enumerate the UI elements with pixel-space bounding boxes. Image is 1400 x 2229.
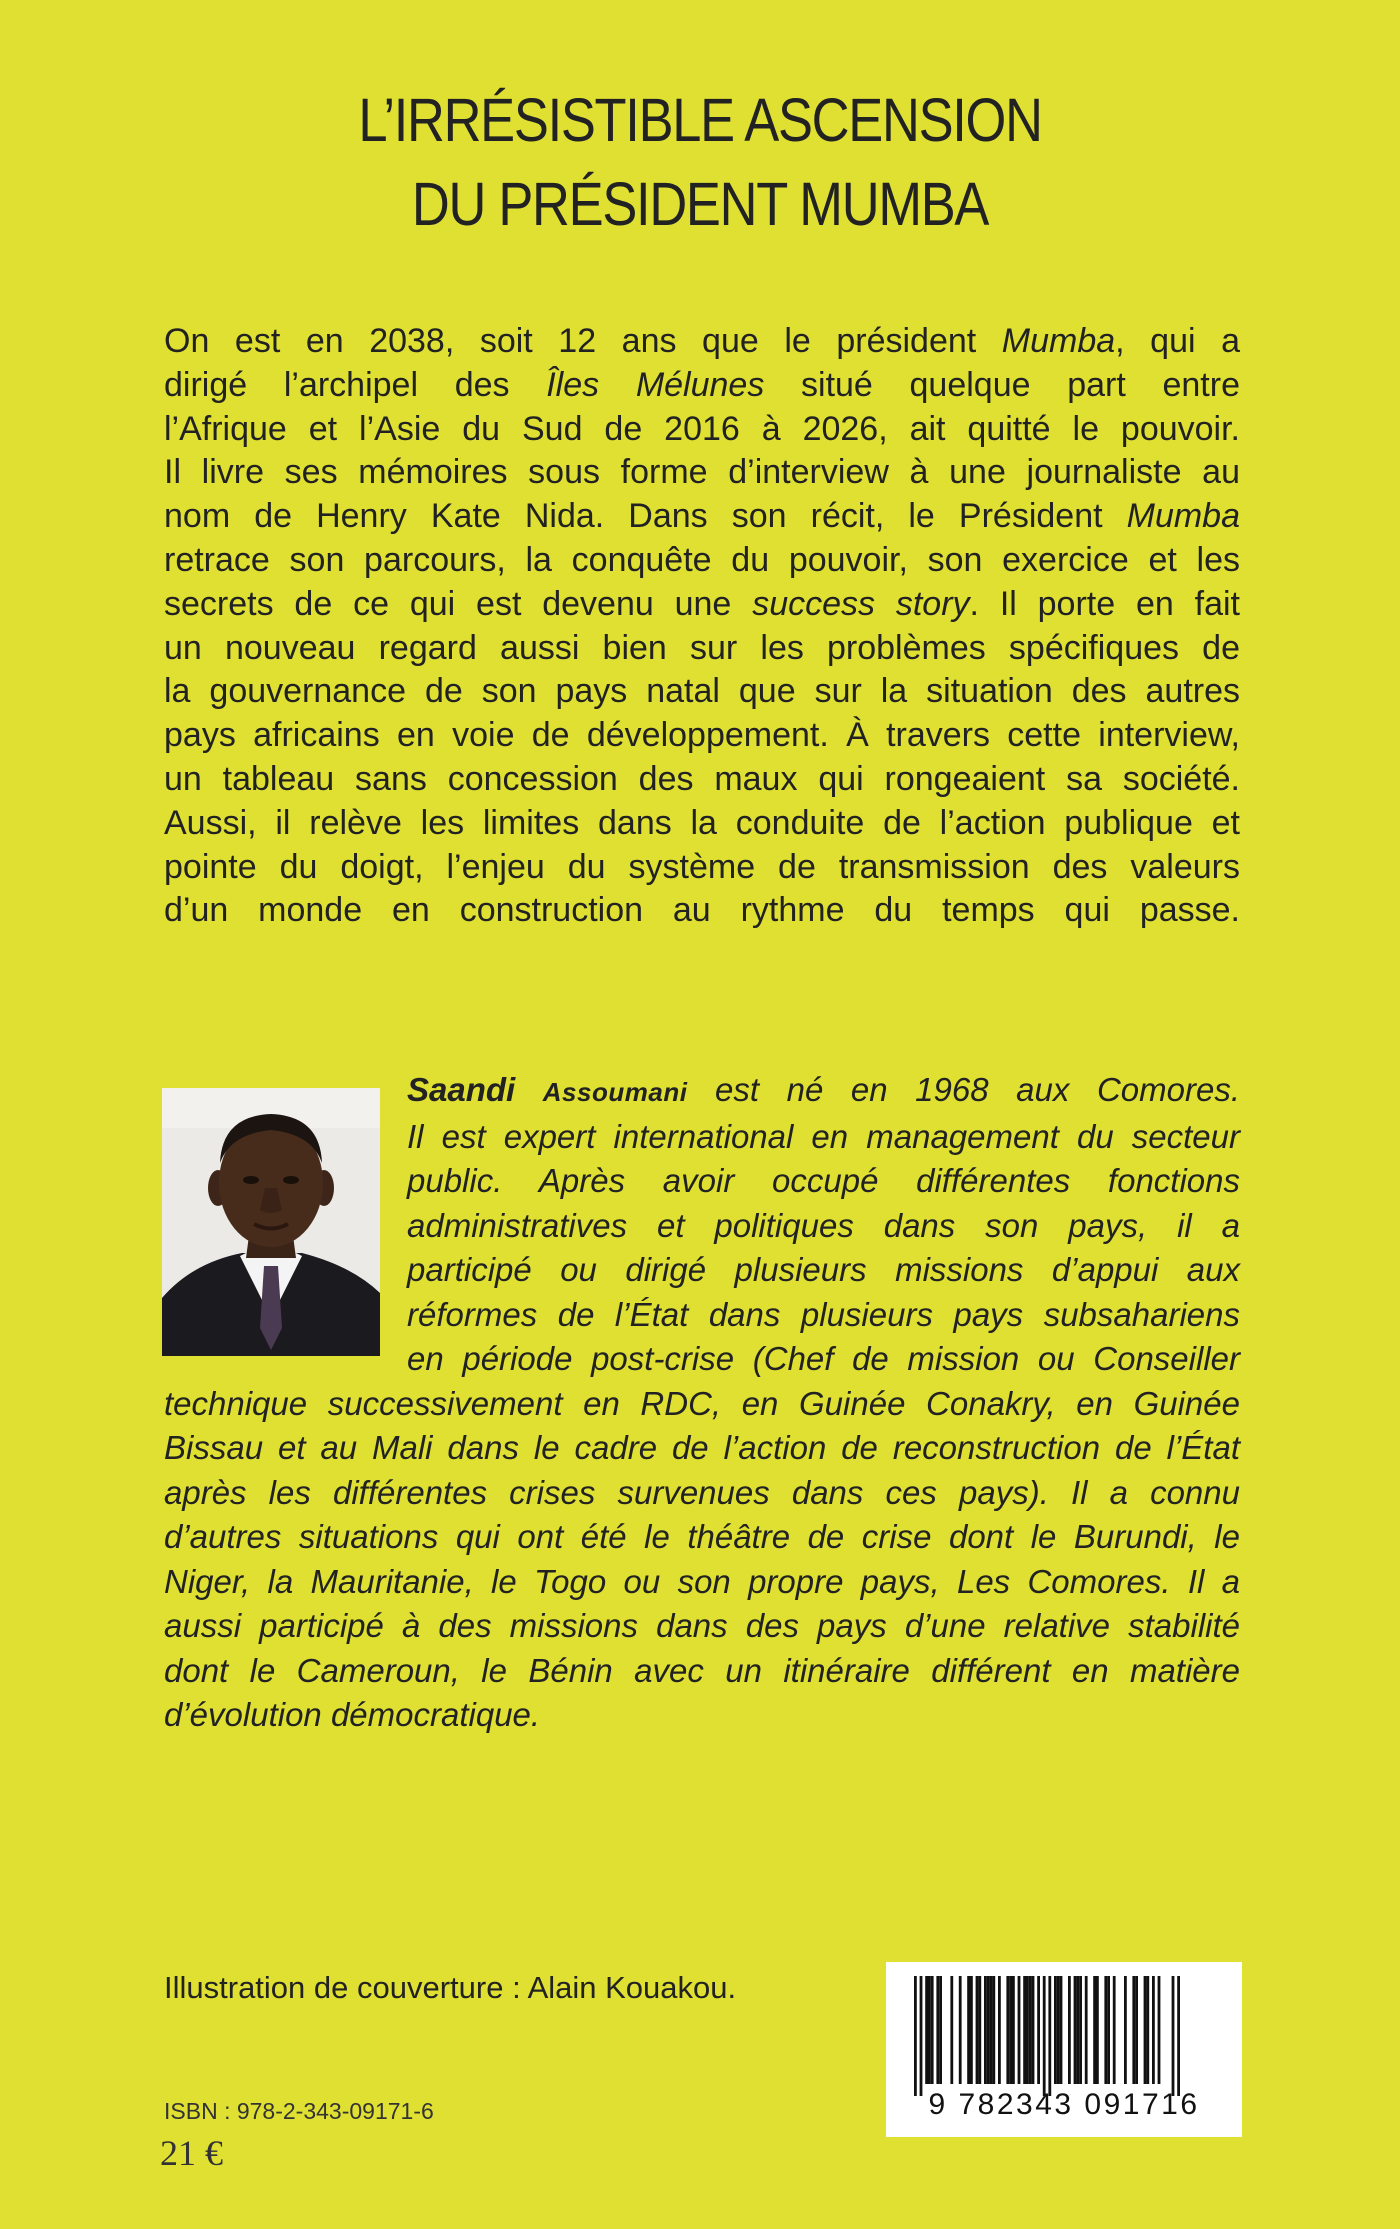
barcode-bar	[1060, 1976, 1063, 2084]
bio-line: technique successivement en RDC, en Guinée Conakry, en Guinée	[164, 1384, 1240, 1422]
synopsis-line: Aussi, il relève les limites dans la conduite de l’action publique et	[164, 803, 1240, 842]
bio-line: public. Après avoir occupé différentes fonctions	[407, 1162, 1240, 1199]
synopsis-line: l’Afrique et l’Asie du Sud de 2016 à 2026, ait quitté le pouvoir.	[164, 409, 1240, 448]
barcode-bar	[1023, 1976, 1026, 2084]
barcode-bar	[1079, 1976, 1082, 2084]
synopsis-line: pointe du doigt, l’enjeu du système de transmission des valeurs	[164, 847, 1240, 886]
barcode-bar	[1113, 1976, 1116, 2084]
bio-line: d’évolution démocratique.	[164, 1696, 541, 1733]
synopsis-line: pays africains en voie de développement. À travers cette interview,	[164, 716, 1240, 755]
barcode-bar	[1124, 1976, 1127, 2084]
barcode-bar	[1018, 1976, 1021, 2084]
barcode-bar	[1006, 1976, 1009, 2084]
barcode-bar	[950, 1976, 953, 2084]
barcode-bar	[1177, 1976, 1180, 2096]
barcode-bar	[1132, 1976, 1135, 2084]
bio-line: Saandi Assoumani est né en 1968 aux Comores.	[407, 1071, 1240, 1108]
synopsis-line: Il livre ses mémoires sous forme d’interview à une journaliste au	[164, 453, 1240, 492]
bio-line: Bissau et au Mali dans le cadre de l’action de reconstruction de l’État	[164, 1429, 1240, 1466]
barcode-bar	[1043, 1976, 1046, 2096]
synopsis-line: nom de Henry Kate Nida. Dans son récit, le Président Mumba	[164, 497, 1240, 536]
barcode-bar	[959, 1976, 962, 2084]
barcode-bar	[998, 1976, 1001, 2084]
book-title	[98, 78, 1302, 246]
barcode-bar	[920, 1976, 923, 2096]
barcode-bar	[1012, 1976, 1015, 2084]
barcode-bar	[1096, 1976, 1099, 2084]
barcode-bar	[1146, 1976, 1149, 2084]
barcode-digits: 9 782343 091716	[928, 2088, 1200, 2121]
barcode-bar	[936, 1976, 939, 2084]
barcode-bar	[992, 1976, 995, 2084]
barcode-bar	[914, 1976, 917, 2096]
bio-line: participé ou dirigé plusieurs missions d’appui aux	[407, 1251, 1240, 1288]
barcode-bar	[976, 1976, 979, 2084]
bio-line: dont le Cameroun, le Bénin avec un itinéraire différent en matière	[164, 1651, 1240, 1689]
synopsis-line: dirigé l’archipel des Îles Mélunes situé quelque part entre	[164, 365, 1240, 404]
bio-line: réformes de l’État dans plusieurs pays subsahariens	[407, 1295, 1240, 1333]
bio-line: Niger, la Mauritanie, le Togo ou son propre pays, Les Comores. Il a	[164, 1562, 1240, 1600]
bio-line: Il est expert international en management du secteur	[407, 1117, 1240, 1155]
synopsis-line: un nouveau regard aussi bien sur les problèmes spécifiques de	[164, 628, 1240, 667]
synopsis-line: un tableau sans concession des maux qui rongeaient sa société.	[164, 759, 1240, 798]
barcode-bar	[1009, 1976, 1012, 2084]
barcode-bar	[1085, 1976, 1088, 2084]
barcode-bar	[1029, 1976, 1032, 2084]
bio-line: aussi participé à des missions dans des pays d’une relative stabilité	[164, 1607, 1240, 1644]
price: 21 €	[160, 2133, 223, 2173]
barcode-bar	[1068, 1976, 1071, 2084]
barcode-bar	[978, 1976, 981, 2084]
synopsis-line: la gouvernance de son pays natal que sur la situation des autres	[164, 672, 1240, 711]
barcode-bar	[1076, 1976, 1079, 2084]
barcode-bar	[1107, 1976, 1110, 2084]
barcode-bar	[939, 1976, 942, 2084]
isbn: ISBN : 978-2-343-09171-6	[164, 2098, 434, 2124]
barcode-bar	[1104, 1976, 1107, 2084]
barcode-bar	[925, 1976, 928, 2084]
barcode-bar	[1074, 1976, 1077, 2084]
barcode-bar	[1135, 1976, 1138, 2084]
barcode-bar	[1037, 1976, 1040, 2084]
title-line-2: DU PRÉSIDENT MUMBA	[411, 170, 989, 238]
synopsis-line: secrets de ce qui est devenu une success story. Il porte en fait	[164, 584, 1240, 623]
bio-line: d’autres situations qui ont été le théâtre de crise dont le Burundi, le	[164, 1518, 1240, 1555]
barcode-bar	[990, 1976, 993, 2084]
barcode-bar	[1152, 1976, 1155, 2084]
barcode-bar	[984, 1976, 987, 2084]
synopsis-line: On est en 2038, soit 12 ans que le président Mumba, qui a	[164, 322, 1240, 360]
barcode	[886, 1962, 1242, 2137]
bio-line: administratives et politiques dans son pays, il a	[407, 1206, 1240, 1244]
synopsis-line: d’un monde en construction au rythme du temps qui passe.	[164, 891, 1240, 930]
barcode-bar	[931, 1976, 934, 2084]
barcode-bar	[967, 1976, 970, 2084]
barcode-bar	[1144, 1976, 1147, 2084]
synopsis	[164, 320, 1240, 933]
barcode-bar	[1158, 1976, 1161, 2084]
title-line-1: L’IRRÉSISTIBLE ASCENSION	[358, 86, 1042, 154]
barcode-bar	[970, 1976, 973, 2084]
barcode-bar	[1093, 1976, 1096, 2084]
barcode-bar	[1057, 1976, 1060, 2084]
barcode-bar	[1172, 1976, 1175, 2096]
barcode-bar	[1026, 1976, 1029, 2084]
synopsis-line: retrace son parcours, la conquête du pouvoir, son exercice et les	[164, 540, 1240, 579]
cover-illustration-credit: Illustration de couverture : Alain Kouakou.	[164, 1970, 737, 2005]
bio-line: en période post-crise (Chef de mission ou Conseiller	[407, 1340, 1240, 1377]
barcode-bar	[1048, 1976, 1051, 2096]
author-bio	[164, 1068, 1240, 1738]
barcode-bar	[987, 1976, 990, 2084]
barcode-bar	[928, 1976, 931, 2084]
barcode-bar	[1054, 1976, 1057, 2084]
bio-line: après les différentes crises survenues dans ces pays). Il a connu	[164, 1473, 1240, 1511]
barcode-bar	[1032, 1976, 1035, 2084]
